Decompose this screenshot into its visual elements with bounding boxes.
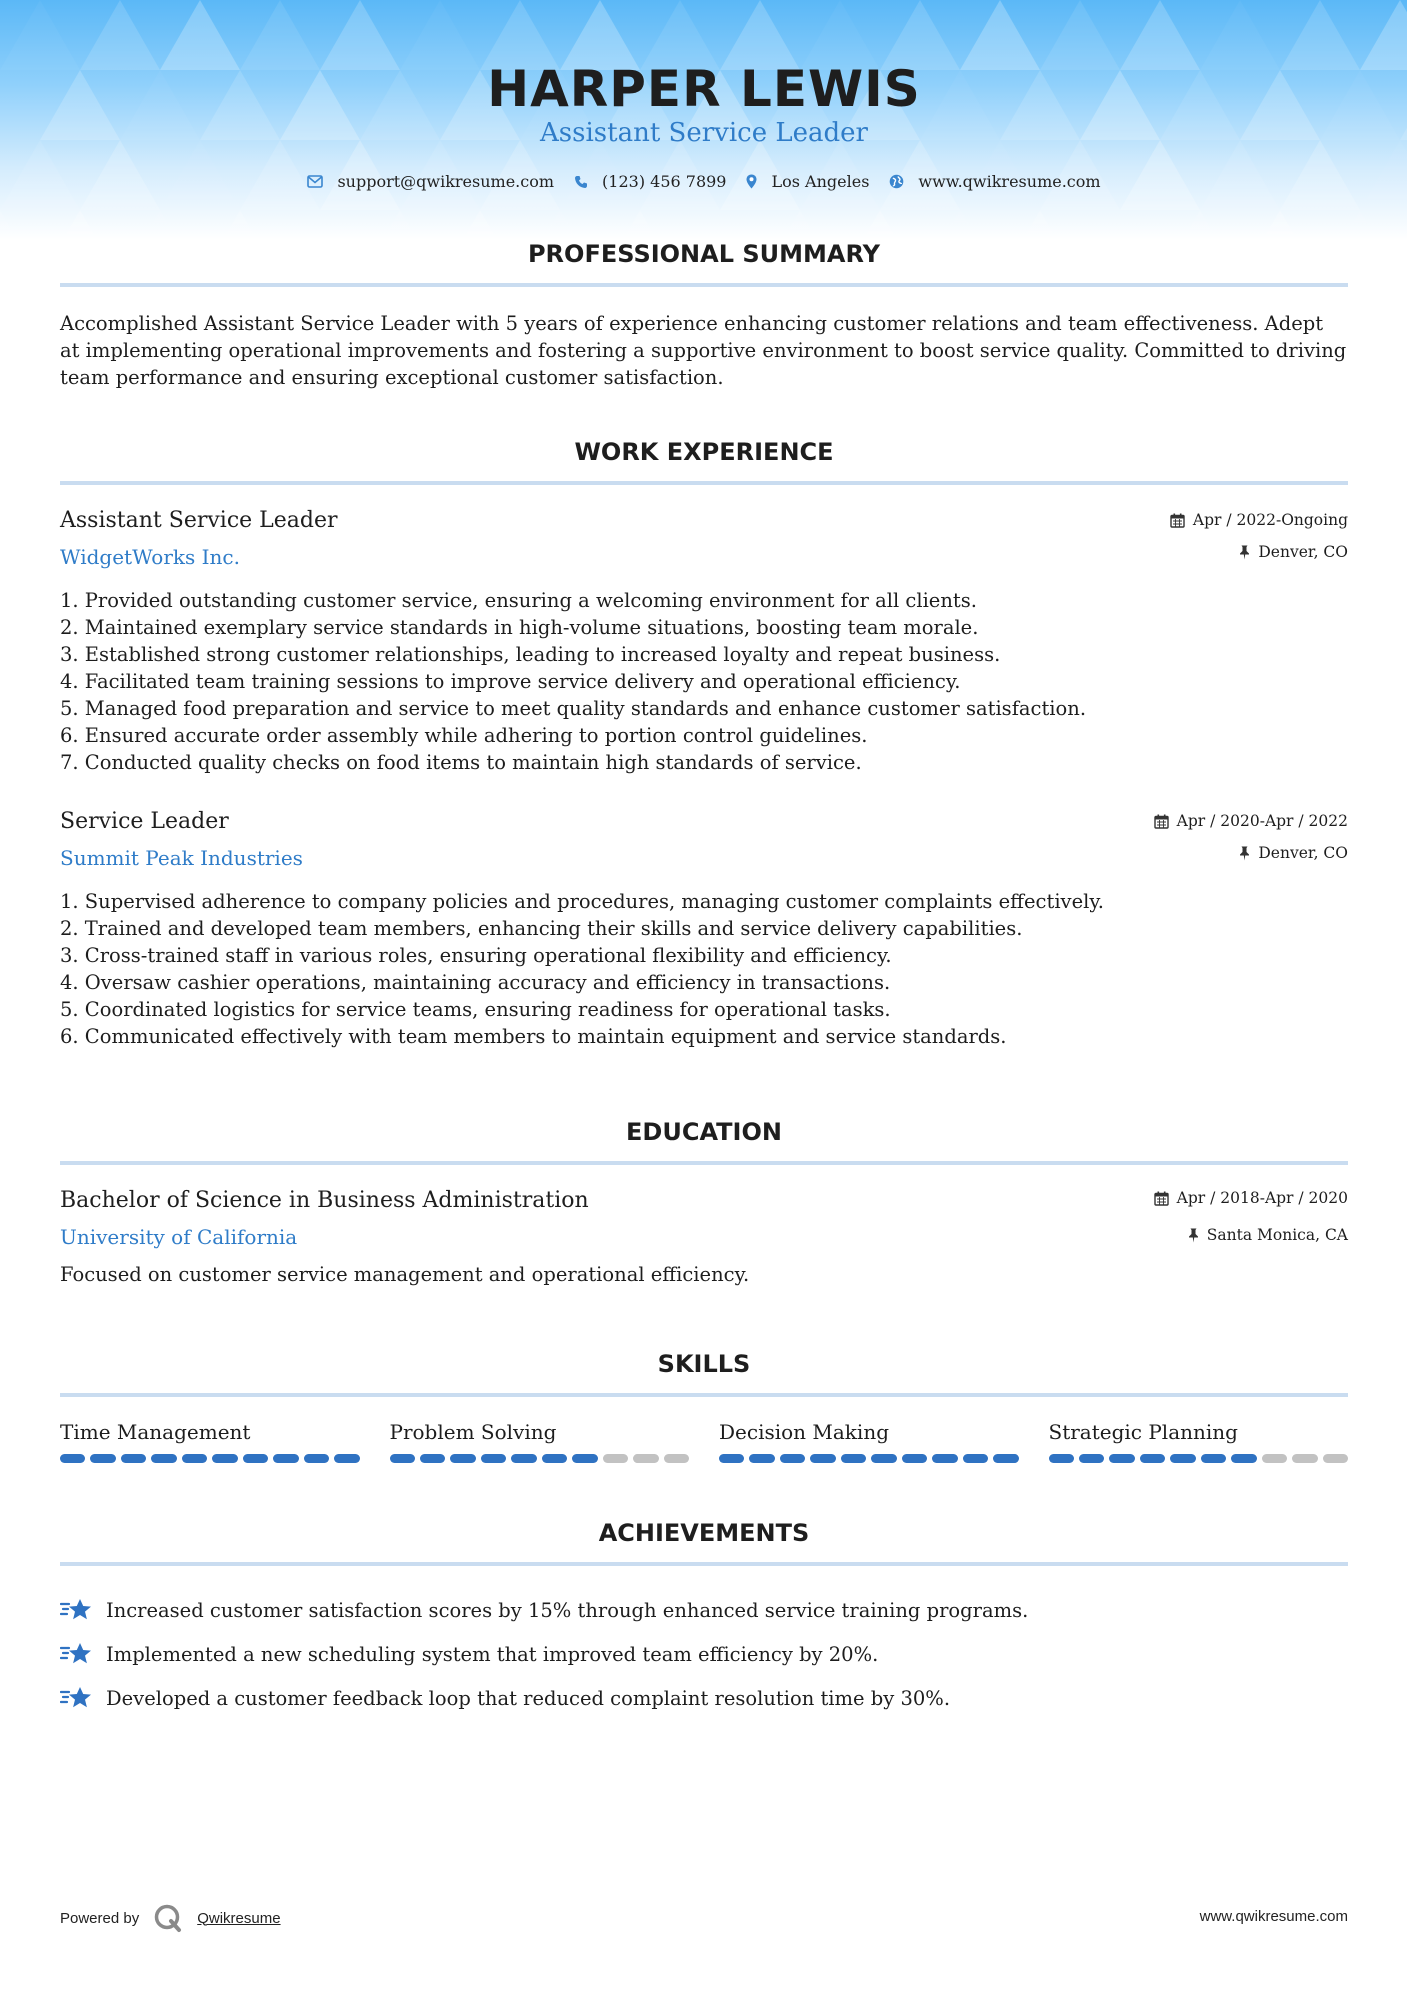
skill-segment-filled: [182, 1454, 207, 1463]
education-description: Focused on customer service management and operational efficiency.: [60, 1263, 750, 1286]
contact-phone[interactable]: [574, 172, 726, 191]
education-date: [1154, 1189, 1348, 1207]
job-bullets: [60, 888, 1348, 1050]
pushpin-icon: [1239, 846, 1250, 861]
pattern-triangle: [40, 210, 120, 240]
summary-text: Accomplished Assistant Service Leader with 5 years of experience enhancing customer relations and team effectiveness. Adept at implementing operational improvements and fostering a supportive environment to boost service quality. Committed to driving team performance and ensuring exceptional customer satisfaction.: [60, 312, 1347, 389]
education-heading: EDUCATION: [626, 1118, 782, 1146]
pattern-triangle: [840, 210, 920, 240]
job-bullet: 5. Coordinated logistics for service teams, ensuring readiness for operational tasks.: [60, 998, 891, 1021]
skill-item: [390, 1420, 690, 1463]
pattern-triangle: [760, 210, 840, 240]
phone-icon: [574, 175, 588, 189]
contact-website[interactable]: [889, 172, 1100, 191]
skills-heading: SKILLS: [657, 1350, 751, 1378]
job-date-text: Apr / 2022-Ongoing: [1192, 511, 1348, 529]
skill-meter: [719, 1454, 1019, 1463]
summary-divider: [60, 283, 1348, 287]
pushpin-icon: [1188, 1228, 1199, 1243]
education-school: University of California: [60, 1225, 298, 1249]
skill-segment-filled: [993, 1454, 1018, 1463]
achievement-item: [60, 1588, 1348, 1632]
skill-name: Problem Solving: [389, 1420, 557, 1444]
pattern-triangle: [0, 210, 40, 240]
skill-segment-empty: [1323, 1454, 1348, 1463]
job-bullet: 2. Maintained exemplary service standards in high-volume situations, boosting team morale.: [60, 616, 979, 639]
job-date: [1154, 812, 1348, 830]
summary-heading: PROFESSIONAL SUMMARY: [527, 240, 881, 268]
job-bullet: 3. Established strong customer relationships, leading to increased loyalty and repeat business.: [60, 643, 1001, 666]
skill-segment-filled: [121, 1454, 146, 1463]
skill-segment-filled: [810, 1454, 835, 1463]
skill-segment-filled: [1170, 1454, 1195, 1463]
calendar-icon: [1154, 814, 1169, 829]
qwikresume-logo-icon: [153, 1903, 183, 1933]
skill-segment-empty: [603, 1454, 628, 1463]
job-bullet: 2. Trained and developed team members, enhancing their skills and service delivery capabilities.: [60, 917, 1023, 940]
job-bullet: 6. Communicated effectively with team members to maintain equipment and service standards.: [60, 1025, 1007, 1048]
contact-location: [746, 172, 869, 191]
job-bullet: 7. Conducted quality checks on food items to maintain high standards of service.: [60, 751, 862, 774]
pattern-triangle: [440, 210, 520, 240]
education-degree: Bachelor of Science in Business Administration: [60, 1188, 589, 1213]
pattern-triangle: [280, 210, 360, 240]
skill-segment-filled: [1231, 1454, 1256, 1463]
achievement-item: [60, 1676, 1348, 1720]
envelope-icon: [307, 175, 323, 188]
skill-segment-empty: [1292, 1454, 1317, 1463]
skill-segment-filled: [572, 1454, 597, 1463]
job-bullet: 4. Oversaw cashier operations, maintaining accuracy and efficiency in transactions.: [60, 971, 891, 994]
skill-item: [719, 1420, 1019, 1463]
pattern-triangle: [1360, 0, 1407, 70]
skill-segment-filled: [212, 1454, 237, 1463]
achievement-text: Increased customer satisfaction scores by 15% through enhanced service training programs.: [106, 1598, 1029, 1622]
job-title: Service Leader: [60, 809, 229, 834]
skill-segment-empty: [633, 1454, 658, 1463]
skills-divider: [60, 1393, 1348, 1397]
pattern-triangle: [1320, 210, 1400, 240]
skill-meter: [60, 1454, 360, 1463]
job-title: Assistant Service Leader: [60, 508, 338, 533]
job-bullet: 4. Facilitated team training sessions to improve service delivery and operational efficiency.: [60, 670, 961, 693]
skill-segment-filled: [963, 1454, 988, 1463]
skill-segment-filled: [780, 1454, 805, 1463]
job-bullet: 1. Provided outstanding customer service, ensuring a welcoming environment for all clients.: [60, 589, 977, 612]
contact-bar: [60, 172, 1348, 191]
globe-icon: [889, 174, 904, 189]
contact-location-text: Los Angeles: [771, 172, 870, 191]
brand-link[interactable]: Qwikresume: [197, 1909, 281, 1927]
achievement-text: Implemented a new scheduling system that improved team efficiency by 20%.: [106, 1642, 879, 1666]
star-icon: [60, 1597, 94, 1623]
calendar-icon: [1154, 1191, 1169, 1206]
pattern-triangle: [120, 210, 200, 240]
pattern-triangle: [1080, 210, 1160, 240]
contact-email[interactable]: [307, 172, 554, 191]
pattern-triangle: [680, 210, 760, 240]
skill-segment-filled: [450, 1454, 475, 1463]
skill-segment-filled: [90, 1454, 115, 1463]
job-bullet: 5. Managed food preparation and service to meet quality standards and enhance customer satisfaction.: [60, 697, 1087, 720]
skill-meter: [390, 1454, 690, 1463]
skill-segment-empty: [1262, 1454, 1287, 1463]
skill-segment-filled: [932, 1454, 957, 1463]
powered-by: [60, 1903, 281, 1933]
pattern-triangle: [0, 70, 40, 140]
job-bullet: 1. Supervised adherence to company policies and procedures, managing customer complaints effectively.: [60, 890, 1104, 913]
job-company: Summit Peak Industries: [60, 846, 303, 870]
skill-name: Time Management: [60, 1420, 251, 1444]
skill-segment-filled: [243, 1454, 268, 1463]
skill-item: [60, 1420, 360, 1463]
job-location-text: Denver, CO: [1258, 543, 1348, 561]
job-location: [1239, 844, 1348, 862]
skill-segment-filled: [902, 1454, 927, 1463]
skill-segment-filled: [749, 1454, 774, 1463]
skill-segment-filled: [334, 1454, 359, 1463]
experience-heading: WORK EXPERIENCE: [574, 438, 834, 466]
candidate-title: Assistant Service Leader: [540, 118, 868, 148]
skill-name: Decision Making: [719, 1420, 890, 1444]
job-bullets: [60, 587, 1348, 776]
footer: [60, 1895, 1348, 1935]
experience-divider: [60, 481, 1348, 485]
calendar-icon: [1170, 513, 1185, 528]
powered-by-label: Powered by: [60, 1909, 140, 1927]
skill-segment-filled: [1140, 1454, 1165, 1463]
skill-segment-filled: [871, 1454, 896, 1463]
education-divider: [60, 1161, 1348, 1165]
skill-segment-filled: [420, 1454, 445, 1463]
skill-item: [1049, 1420, 1349, 1463]
skill-segment-filled: [151, 1454, 176, 1463]
skill-segment-filled: [1201, 1454, 1226, 1463]
job-bullet: 6. Ensured accurate order assembly while adhering to portion control guidelines.: [60, 724, 868, 747]
pattern-triangle: [1360, 140, 1407, 210]
pattern-triangle: [1240, 210, 1320, 240]
pattern-triangle: [1160, 210, 1240, 240]
map-pin-icon: [746, 174, 757, 189]
skill-segment-filled: [841, 1454, 866, 1463]
skill-segment-filled: [1049, 1454, 1074, 1463]
achievements-list: [60, 1588, 1348, 1720]
footer-website[interactable]: www.qwikresume.com: [1199, 1908, 1348, 1925]
skill-segment-filled: [719, 1454, 744, 1463]
contact-email-text: support@qwikresume.com: [337, 172, 555, 191]
skill-meter: [1049, 1454, 1349, 1463]
pushpin-icon: [1239, 545, 1250, 560]
job-bullet: 3. Cross-trained staff in various roles, ensuring operational flexibility and efficiency.: [60, 944, 892, 967]
job-location-text: Denver, CO: [1258, 844, 1348, 862]
skills-list: [60, 1420, 1348, 1463]
job-date: [1170, 511, 1348, 529]
skill-segment-empty: [664, 1454, 689, 1463]
pattern-triangle: [520, 210, 600, 240]
skill-segment-filled: [273, 1454, 298, 1463]
skill-segment-filled: [60, 1454, 85, 1463]
skill-segment-filled: [542, 1454, 567, 1463]
candidate-name: HARPER LEWIS: [487, 60, 921, 118]
skill-segment-filled: [1109, 1454, 1134, 1463]
achievement-item: [60, 1632, 1348, 1676]
job-company: WidgetWorks Inc.: [60, 545, 240, 569]
achievements-divider: [60, 1562, 1348, 1566]
education-date-text: Apr / 2018-Apr / 2020: [1176, 1189, 1348, 1207]
job-location: [1239, 543, 1348, 561]
pattern-triangle: [920, 210, 1000, 240]
pattern-triangle: [600, 210, 680, 240]
education-location-text: Santa Monica, CA: [1206, 1226, 1348, 1244]
skill-segment-filled: [511, 1454, 536, 1463]
pattern-triangle: [1400, 210, 1407, 240]
skill-segment-filled: [390, 1454, 415, 1463]
skill-segment-filled: [1079, 1454, 1104, 1463]
skill-segment-filled: [481, 1454, 506, 1463]
star-icon: [60, 1685, 94, 1711]
contact-website-text: www.qwikresume.com: [918, 172, 1101, 191]
achievement-text: Developed a customer feedback loop that reduced complaint resolution time by 30%.: [106, 1686, 951, 1710]
achievements-heading: ACHIEVEMENTS: [598, 1519, 810, 1547]
skill-segment-filled: [304, 1454, 329, 1463]
education-location: [1188, 1226, 1348, 1244]
pattern-triangle: [1000, 210, 1080, 240]
pattern-triangle: [360, 210, 440, 240]
pattern-triangle: [1400, 70, 1407, 140]
skill-name: Strategic Planning: [1048, 1420, 1238, 1444]
contact-phone-text: (123) 456 7899: [602, 172, 727, 191]
pattern-triangle: [200, 210, 280, 240]
job-date-text: Apr / 2020-Apr / 2022: [1176, 812, 1348, 830]
star-icon: [60, 1641, 94, 1667]
